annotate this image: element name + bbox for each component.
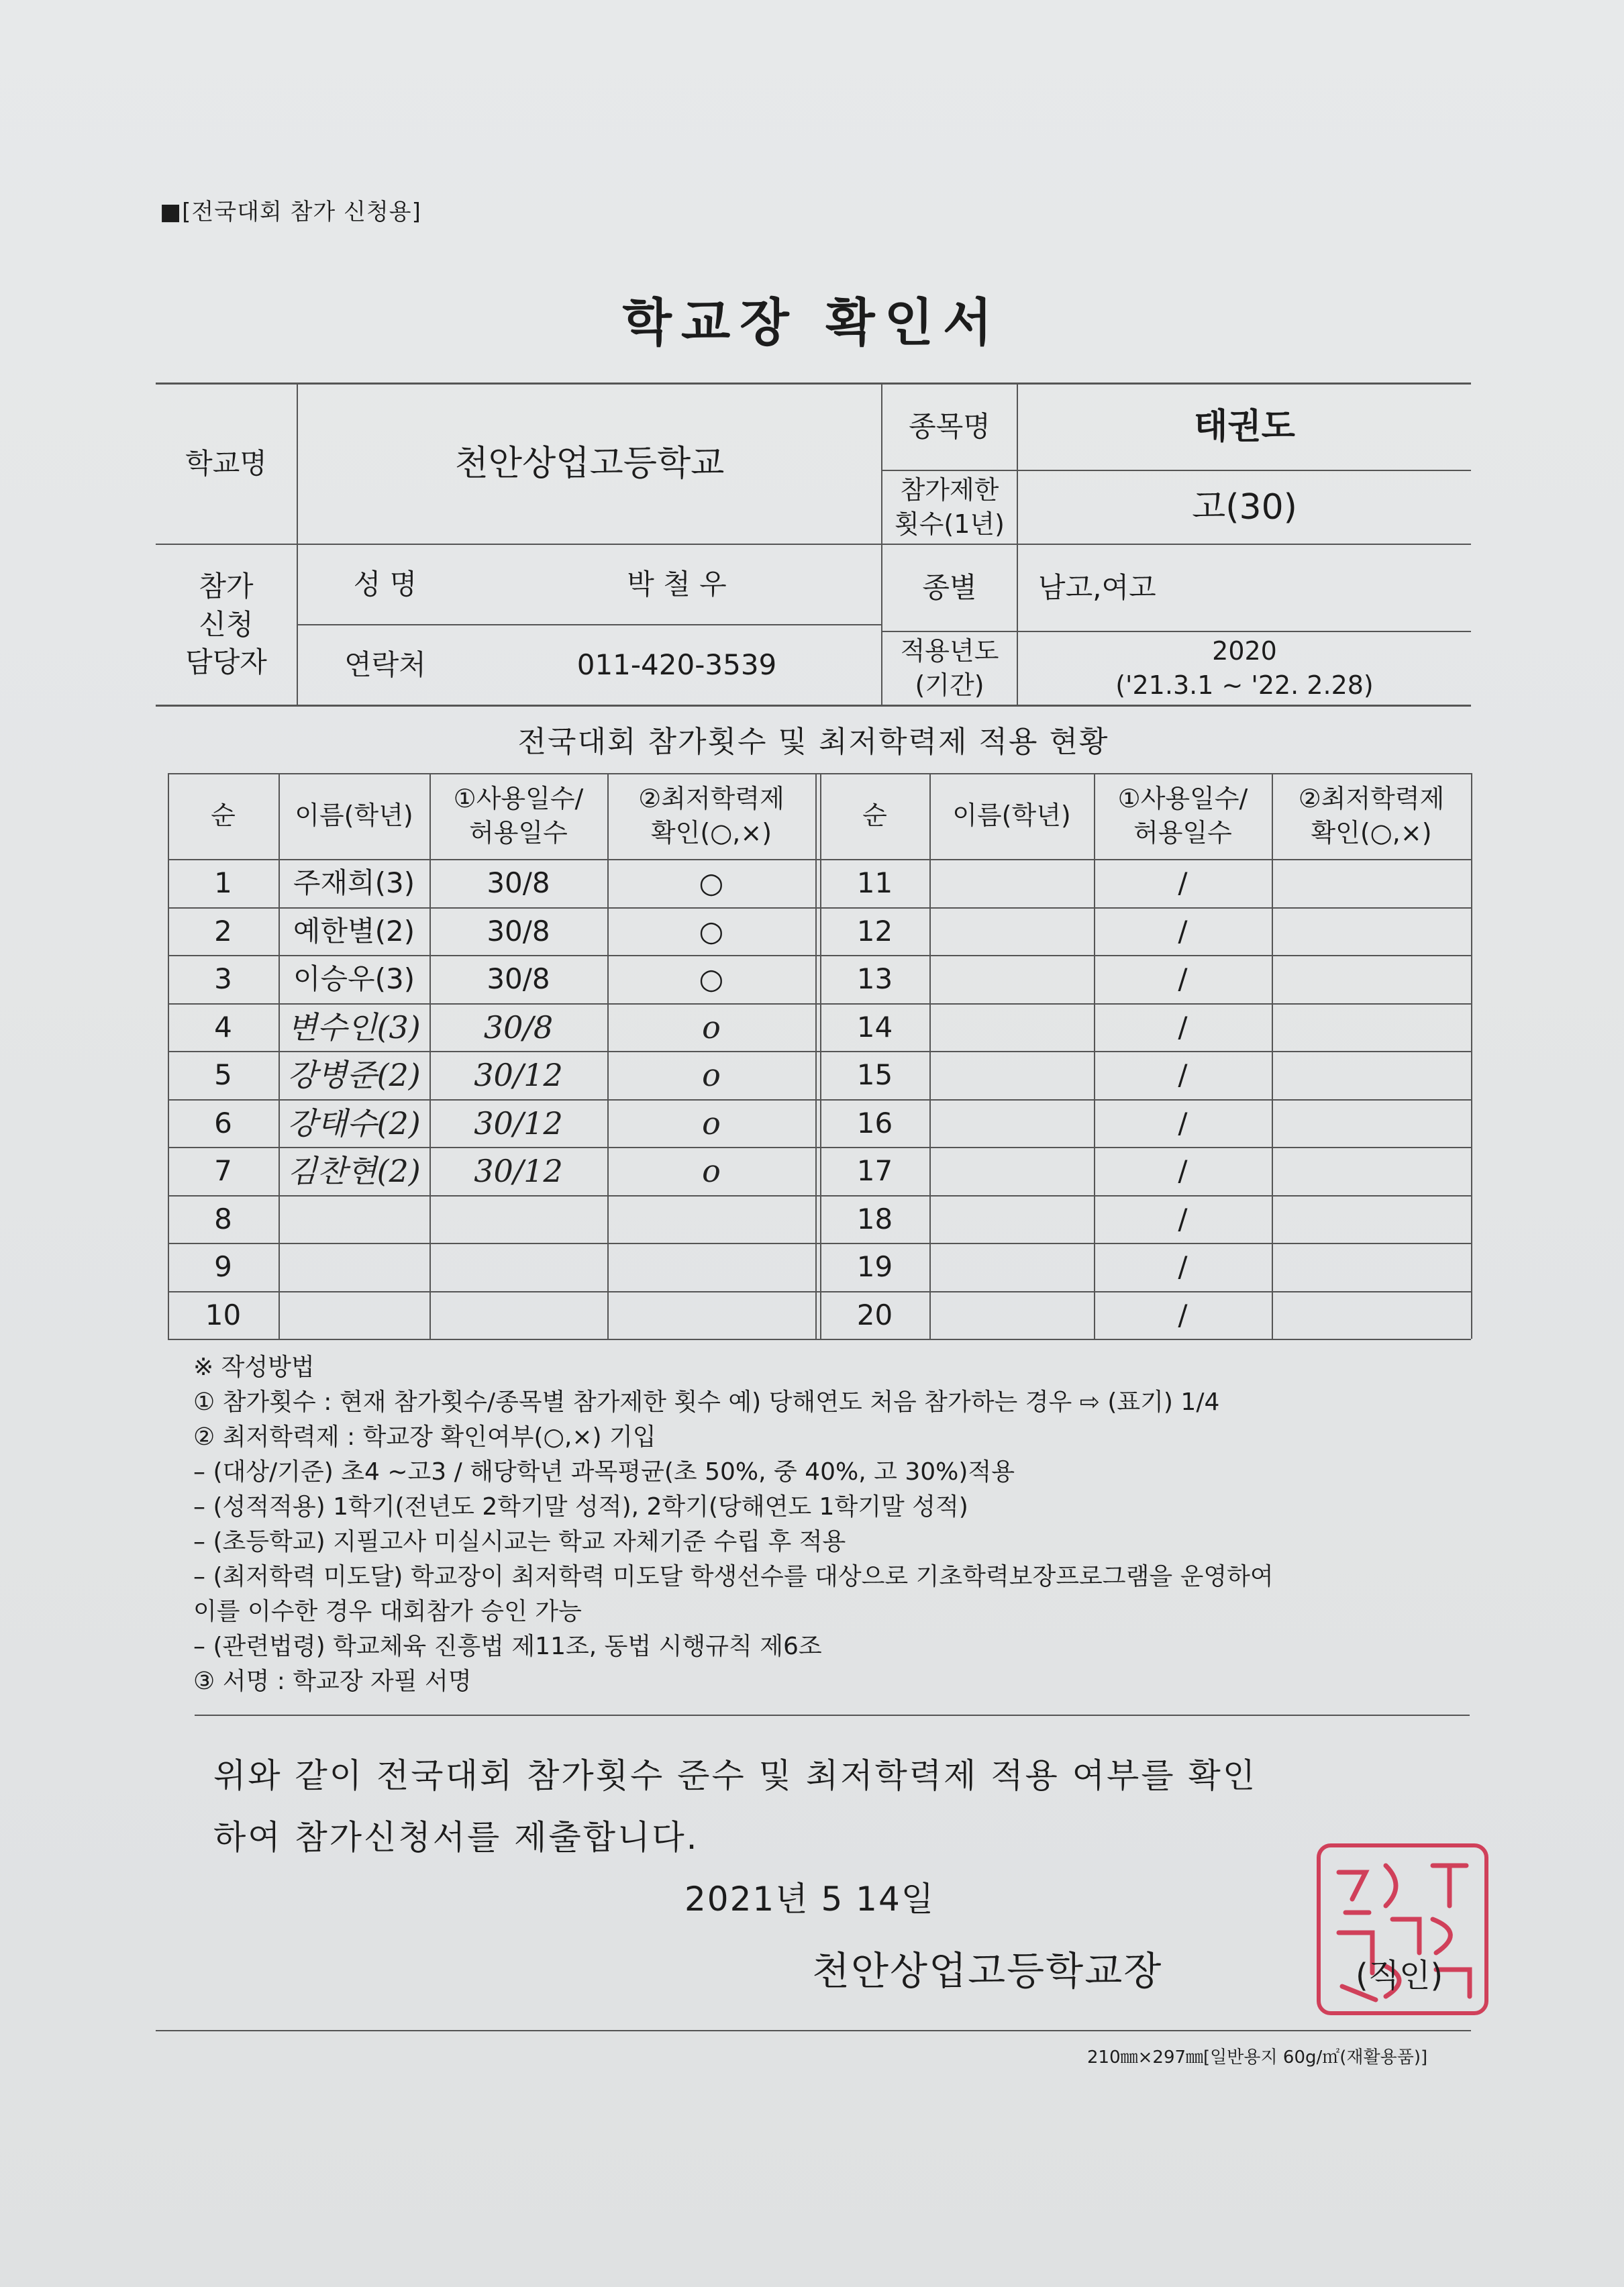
row-check-cell: ○: [699, 866, 724, 899]
row-name-cell: [278, 1243, 429, 1291]
instruction-line: ③ 서명 : 학교장 자필 서명: [193, 1668, 472, 1695]
header-check-right: ②최저학력제 확인(○,×): [1298, 783, 1445, 848]
footer-divider: [156, 2030, 1471, 2031]
contact-value: 011-420-3539: [576, 648, 777, 681]
row-days-cell: [429, 1243, 607, 1291]
row-days-cell: 30/12: [474, 1105, 563, 1141]
row-name-cell: 예한별(2): [293, 914, 415, 948]
status-column-border: [815, 773, 817, 1339]
principal-name: 천안상업고등학교장: [812, 1948, 1163, 1994]
header-days-right: ①사용일수/ 허용일수: [1117, 783, 1248, 848]
gender-value: 남고,여고: [1038, 570, 1156, 604]
statement: [213, 1745, 1257, 1868]
row-no-cell: 5: [214, 1058, 232, 1091]
row-no-cell: 9: [214, 1250, 232, 1283]
limit-value: 고(30): [1192, 487, 1297, 527]
row-no-cell: 12: [856, 914, 893, 948]
row-no-cell: 17: [856, 1154, 893, 1187]
row-no-cell: 1: [214, 866, 232, 899]
row-check-cell: [1272, 1243, 1471, 1291]
row-check-cell: o: [702, 1152, 721, 1189]
header-no-right: 순: [862, 801, 887, 831]
row-days-cell: /: [1178, 1106, 1188, 1139]
instruction-line: ② 최저학력제 : 학교장 확인여부(○,×) 기입: [193, 1423, 656, 1451]
header-no-left: 순: [211, 801, 236, 831]
row-name-cell: [929, 859, 1094, 907]
row-days-cell: 30/8: [487, 962, 550, 995]
row-no-cell: 15: [856, 1058, 893, 1091]
row-check-cell: [607, 1291, 815, 1339]
seal-label: (직인): [1356, 1957, 1443, 1994]
name-label: 성 명: [353, 567, 417, 601]
row-check-cell: [1272, 1291, 1471, 1339]
row-name-cell: 이승우(3): [293, 962, 415, 995]
row-no-cell: 6: [214, 1106, 232, 1139]
row-days-cell: /: [1178, 1250, 1188, 1283]
row-no-cell: 20: [856, 1298, 893, 1331]
form-type-note: ■[전국대회 참가 신청용]: [160, 199, 421, 225]
year-label: 적용년도 (기간): [900, 636, 999, 700]
instruction-line: – (관련법령) 학교체육 진흥법 제11조, 동법 시행규칙 제6조: [193, 1633, 822, 1660]
row-check-cell: ○: [699, 962, 724, 995]
row-no-cell: 14: [856, 1010, 893, 1044]
row-no-cell: 3: [214, 962, 232, 995]
school-name-label: 학교명: [185, 446, 267, 480]
instruction-line: ※ 작성방법: [193, 1354, 315, 1381]
row-days-cell: [429, 1195, 607, 1243]
row-check-cell: [1272, 1003, 1471, 1052]
row-name-cell: 김찬현(2): [287, 1152, 421, 1189]
submission-date: 2021년 5 14일: [684, 1880, 935, 1919]
row-days-cell: 30/8: [483, 1009, 554, 1046]
sport-label: 종목명: [909, 409, 991, 443]
row-name-cell: [929, 1243, 1094, 1291]
limit-label: 참가제한 횟수(1년): [895, 474, 1005, 539]
info-bottom-border: [156, 705, 1471, 707]
row-check-cell: o: [702, 1009, 721, 1046]
school-name-value: 천안상업고등학교: [454, 443, 725, 484]
row-days-cell: /: [1178, 1154, 1188, 1187]
row-name-cell: [278, 1195, 429, 1243]
row-days-cell: 30/12: [474, 1152, 563, 1189]
row-days-cell: 30/12: [474, 1056, 563, 1093]
gender-label: 종별: [922, 570, 977, 604]
row-name-cell: 강태수(2): [287, 1105, 421, 1141]
instruction-line: – (초등학교) 지필고사 미실시교는 학교 자체기준 수립 후 적용: [193, 1528, 846, 1556]
row-check-cell: [1272, 1099, 1471, 1148]
statement-line-2: 하여 참가신청서를 제출합니다.: [213, 1818, 699, 1857]
row-no-cell: 10: [205, 1298, 242, 1331]
row-name-cell: [929, 1099, 1094, 1148]
row-no-cell: 2: [214, 914, 232, 948]
instruction-line: – (성적적용) 1학기(전년도 2학기말 성적), 2학기(당해연도 1학기말 성적): [193, 1493, 968, 1521]
row-check-cell: ○: [699, 914, 724, 948]
row-check-cell: [1272, 1051, 1471, 1099]
row-days-cell: /: [1178, 1298, 1188, 1331]
row-days-cell: [429, 1291, 607, 1339]
row-name-cell: 주재희(3): [293, 866, 415, 899]
header-days-left: ①사용일수/ 허용일수: [453, 783, 584, 848]
row-name-cell: [929, 1291, 1094, 1339]
applicant-label: 참가 신청 담당자: [185, 569, 267, 679]
header-name-right: 이름(학년): [952, 801, 1071, 831]
row-no-cell: 19: [856, 1250, 893, 1283]
row-no-cell: 7: [214, 1154, 232, 1187]
header-name-left: 이름(학년): [295, 801, 413, 831]
row-name-cell: [929, 1051, 1094, 1099]
row-no-cell: 4: [214, 1010, 232, 1044]
row-no-cell: 13: [856, 962, 893, 995]
name-value: 박 철 우: [627, 567, 727, 601]
row-name-cell: 변수인(3): [287, 1009, 421, 1046]
statement-line-1: 위와 같이 전국대회 참가횟수 준수 및 최저학력제 적용 여부를 확인: [213, 1756, 1258, 1795]
instructions: [193, 1350, 1274, 1699]
row-check-cell: o: [702, 1105, 721, 1141]
sport-value: 태권도: [1194, 406, 1295, 447]
row-name-cell: 강병준(2): [287, 1056, 421, 1093]
row-no-cell: 18: [856, 1202, 893, 1235]
row-check-cell: [1272, 1195, 1471, 1243]
year-value: 2020 ('21.3.1 ~ '22. 2.28): [1115, 636, 1374, 700]
status-column-border: [1471, 773, 1472, 1339]
header-check-left: ②최저학력제 확인(○,×): [638, 783, 784, 848]
instruction-line: – (대상/기준) 초4 ~고3 / 해당학년 과목평균(초 50%, 중 40%, 고 30%)적용: [193, 1458, 1015, 1486]
row-days-cell: /: [1178, 914, 1188, 948]
document-title: 학교장 확인서: [622, 293, 1002, 352]
row-days-cell: /: [1178, 1058, 1188, 1091]
contact-label: 연락처: [344, 648, 426, 681]
row-no-cell: 11: [856, 866, 893, 899]
row-no-cell: 16: [856, 1106, 893, 1139]
row-name-cell: [929, 1003, 1094, 1052]
instruction-line: – (최저학력 미도달) 학교장이 최저학력 미도달 학생선수를 대상으로 기초학력보장프로그램을 운영하여: [193, 1563, 1274, 1590]
row-name-cell: [278, 1291, 429, 1339]
row-name-cell: [929, 1147, 1094, 1195]
row-check-cell: [1272, 955, 1471, 1003]
row-check-cell: [1272, 907, 1471, 956]
row-days-cell: /: [1178, 1010, 1188, 1044]
row-name-cell: [929, 955, 1094, 1003]
paper-spec-note: 210㎜×297㎜[일반용지 60g/㎡(재활용품)]: [1087, 2047, 1428, 2068]
row-check-cell: [607, 1243, 815, 1291]
status-title: 전국대회 참가횟수 및 최저학력제 적용 현황: [517, 725, 1109, 760]
row-days-cell: /: [1178, 1202, 1188, 1235]
row-days-cell: 30/8: [487, 866, 550, 899]
row-no-cell: 8: [214, 1202, 232, 1235]
row-check-cell: [1272, 1147, 1471, 1195]
row-days-cell: /: [1178, 962, 1188, 995]
notes-divider: [195, 1715, 1470, 1716]
row-days-cell: 30/8: [487, 914, 550, 948]
row-check-cell: o: [702, 1056, 721, 1093]
row-check-cell: [1272, 859, 1471, 907]
row-name-cell: [929, 1195, 1094, 1243]
row-days-cell: /: [1178, 866, 1188, 899]
instruction-line: 이를 이수한 경우 대회참가 승인 가능: [193, 1598, 582, 1625]
row-name-cell: [929, 907, 1094, 956]
row-check-cell: [607, 1195, 815, 1243]
instruction-line: ① 참가횟수 : 현재 참가횟수/종목별 참가제한 횟수 예) 당해연도 처음 참가하는 경우 ⇨ (표기) 1/4: [193, 1388, 1220, 1416]
